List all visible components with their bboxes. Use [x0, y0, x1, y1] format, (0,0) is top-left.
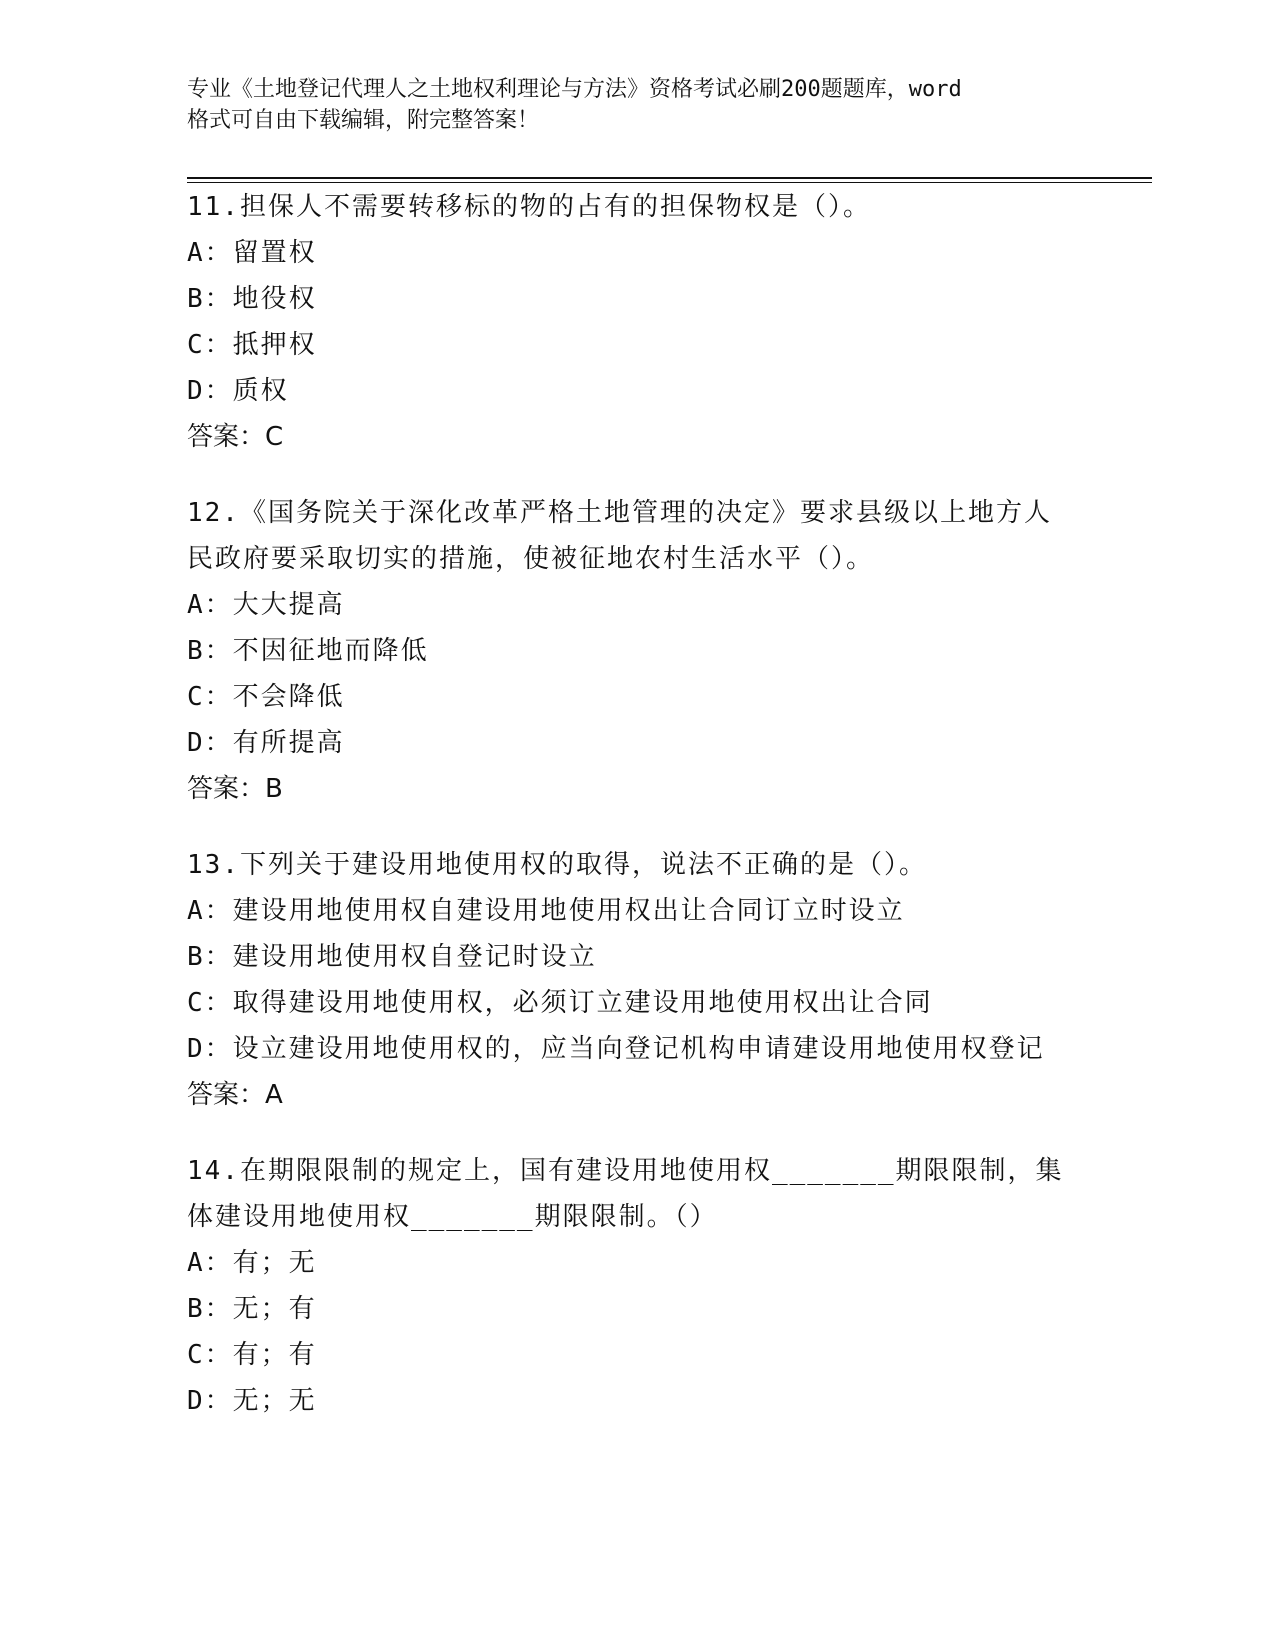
header-line-2: 格式可自由下载编辑，附完整答案！ — [187, 108, 540, 133]
option-a: A：大大提高 — [187, 590, 345, 620]
option-d: D：质权 — [187, 376, 289, 406]
document-header — [187, 74, 1067, 136]
option-d: D：设立建设用地使用权的，应当向登记机构申请建设用地使用权登记 — [187, 1034, 1045, 1064]
option-c: C：不会降低 — [187, 682, 345, 712]
option-b: B：无；有 — [187, 1294, 317, 1324]
option-a: A：留置权 — [187, 238, 317, 268]
option-c: C：抵押权 — [187, 330, 317, 360]
option-a: A：有；无 — [187, 1248, 317, 1278]
answer-line: 答案：C — [187, 422, 284, 452]
option-b: B：不因征地而降低 — [187, 636, 429, 666]
question-stem: 11.担保人不需要转移标的物的占有的担保物权是（）。 — [187, 192, 871, 222]
header-divider-thin — [187, 182, 1152, 183]
option-d: D：无；无 — [187, 1386, 317, 1416]
question-stem-continued: 民政府要采取切实的措施，使被征地农村生活水平（）。 — [187, 544, 875, 574]
question-12 — [187, 490, 1152, 812]
question-14 — [187, 1148, 1152, 1424]
option-b: B：地役权 — [187, 284, 317, 314]
answer-line: 答案：A — [187, 1080, 283, 1110]
option-d: D：有所提高 — [187, 728, 345, 758]
question-stem: 12.《国务院关于深化改革严格土地管理的决定》要求县级以上地方人 — [187, 498, 1052, 528]
question-stem: 14.在期限限制的规定上，国有建设用地使用权_______期限限制，集 — [187, 1156, 1064, 1186]
question-stem-continued: 体建设用地使用权_______期限限制。（） — [187, 1202, 718, 1232]
option-b: B：建设用地使用权自登记时设立 — [187, 942, 597, 972]
header-line-1: 专业《土地登记代理人之土地权利理论与方法》资格考试必刷200题题库，word — [187, 77, 962, 102]
question-13 — [187, 842, 1152, 1118]
option-c: C：有；有 — [187, 1340, 317, 1370]
question-11 — [187, 184, 1152, 460]
header-divider-thick — [187, 177, 1152, 179]
question-stem: 13.下列关于建设用地使用权的取得，说法不正确的是（）。 — [187, 850, 927, 880]
option-c: C：取得建设用地使用权，必须订立建设用地使用权出让合同 — [187, 988, 933, 1018]
option-a: A：建设用地使用权自建设用地使用权出让合同订立时设立 — [187, 896, 905, 926]
answer-line: 答案：B — [187, 774, 283, 804]
